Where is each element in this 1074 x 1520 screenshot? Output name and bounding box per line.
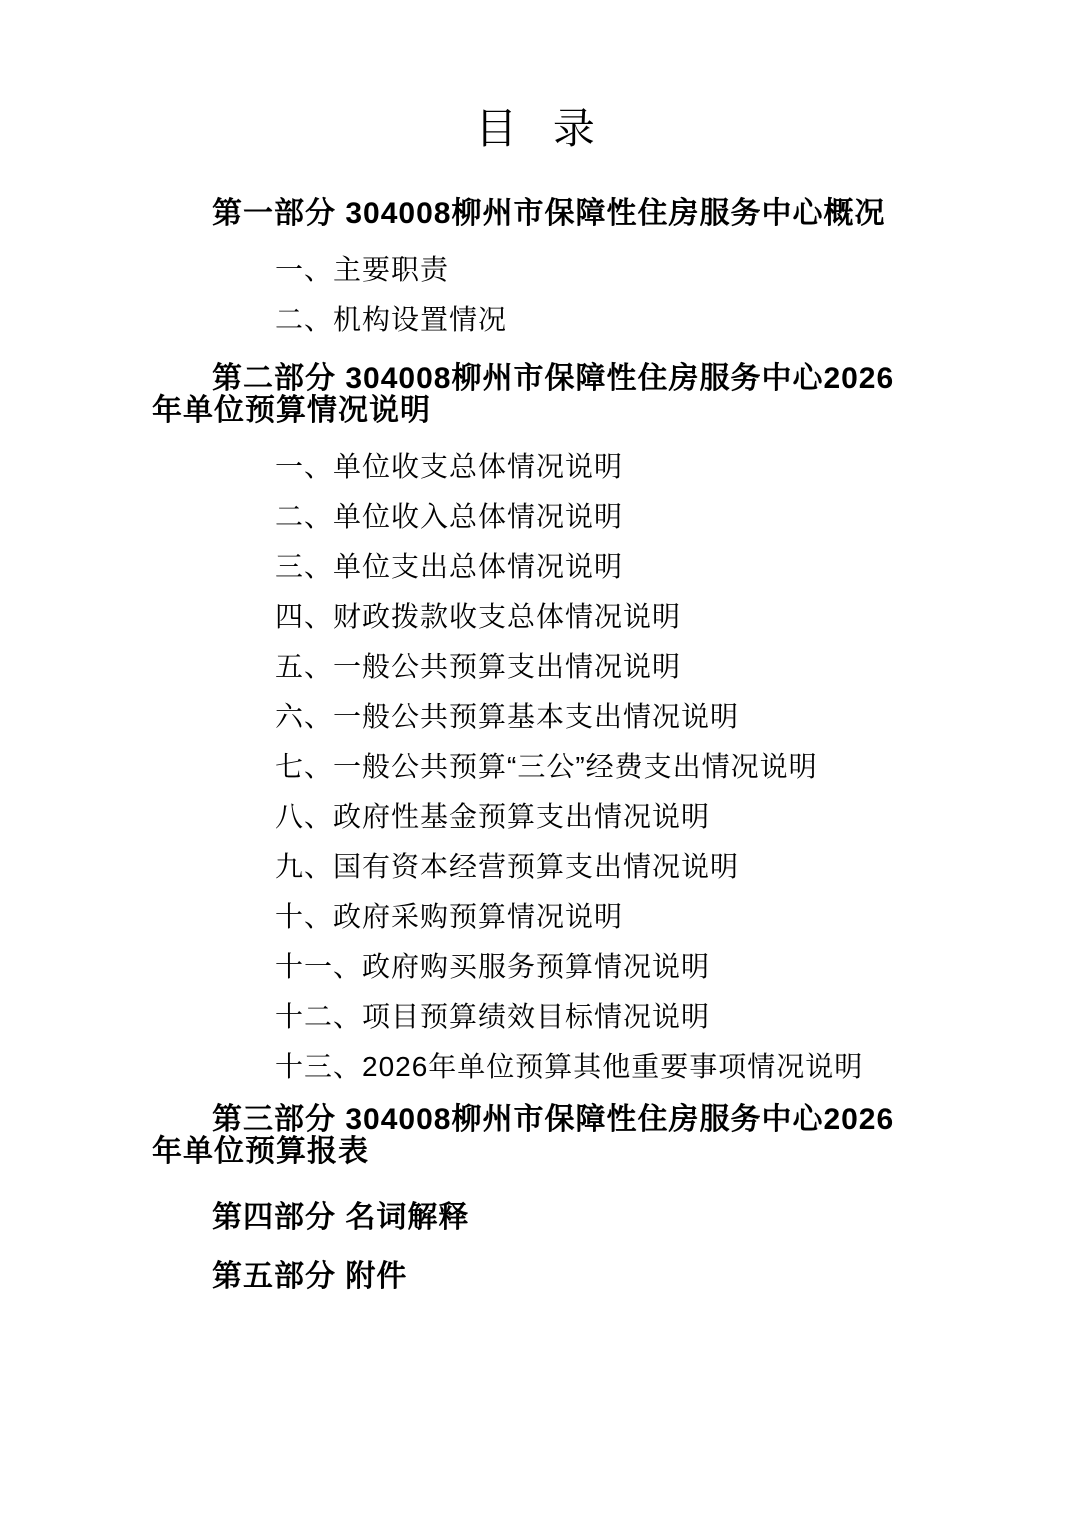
toc-item: 九、国有资本经营预算支出情况说明	[275, 851, 740, 882]
toc-title: 目 录	[475, 105, 597, 152]
toc-item: 七、一般公共预算“三公”经费支出情况说明	[275, 751, 818, 782]
toc-heading-part-2: 第二部分 304008柳州市保障性住房服务中心2026年单位预算情况说明	[152, 362, 895, 427]
toc-item: 六、一般公共预算基本支出情况说明	[275, 701, 740, 732]
toc-item: 十二、项目预算绩效目标情况说明	[275, 1001, 711, 1032]
toc-item: 十三、2026年单位预算其他重要事项情况说明	[275, 1051, 864, 1082]
toc-item: 三、单位支出总体情况说明	[275, 551, 624, 582]
toc-heading-part-3: 第三部分 304008柳州市保障性住房服务中心2026年单位预算报表	[152, 1103, 895, 1168]
toc-item-group-part-2	[152, 442, 920, 1092]
toc-item: 一、单位收支总体情况说明	[275, 451, 624, 482]
toc-item: 四、财政拨款收支总体情况说明	[275, 601, 682, 632]
toc-item-group-part-1	[152, 245, 920, 345]
toc-item: 十一、政府购买服务预算情况说明	[275, 951, 711, 982]
toc-item: 十、政府采购预算情况说明	[275, 901, 624, 932]
toc-heading-part-5: 第五部分 附件	[212, 1260, 408, 1293]
toc-item: 五、一般公共预算支出情况说明	[275, 651, 682, 682]
toc-item: 八、政府性基金预算支出情况说明	[275, 801, 711, 832]
toc-heading-part-4: 第四部分 名词解释	[212, 1201, 470, 1234]
toc-item: 一、主要职责	[275, 254, 450, 285]
toc-heading-part-1: 第一部分 304008柳州市保障性住房服务中心概况	[212, 197, 886, 230]
toc-item: 二、单位收入总体情况说明	[275, 501, 624, 532]
toc-item: 二、机构设置情况	[275, 304, 508, 335]
